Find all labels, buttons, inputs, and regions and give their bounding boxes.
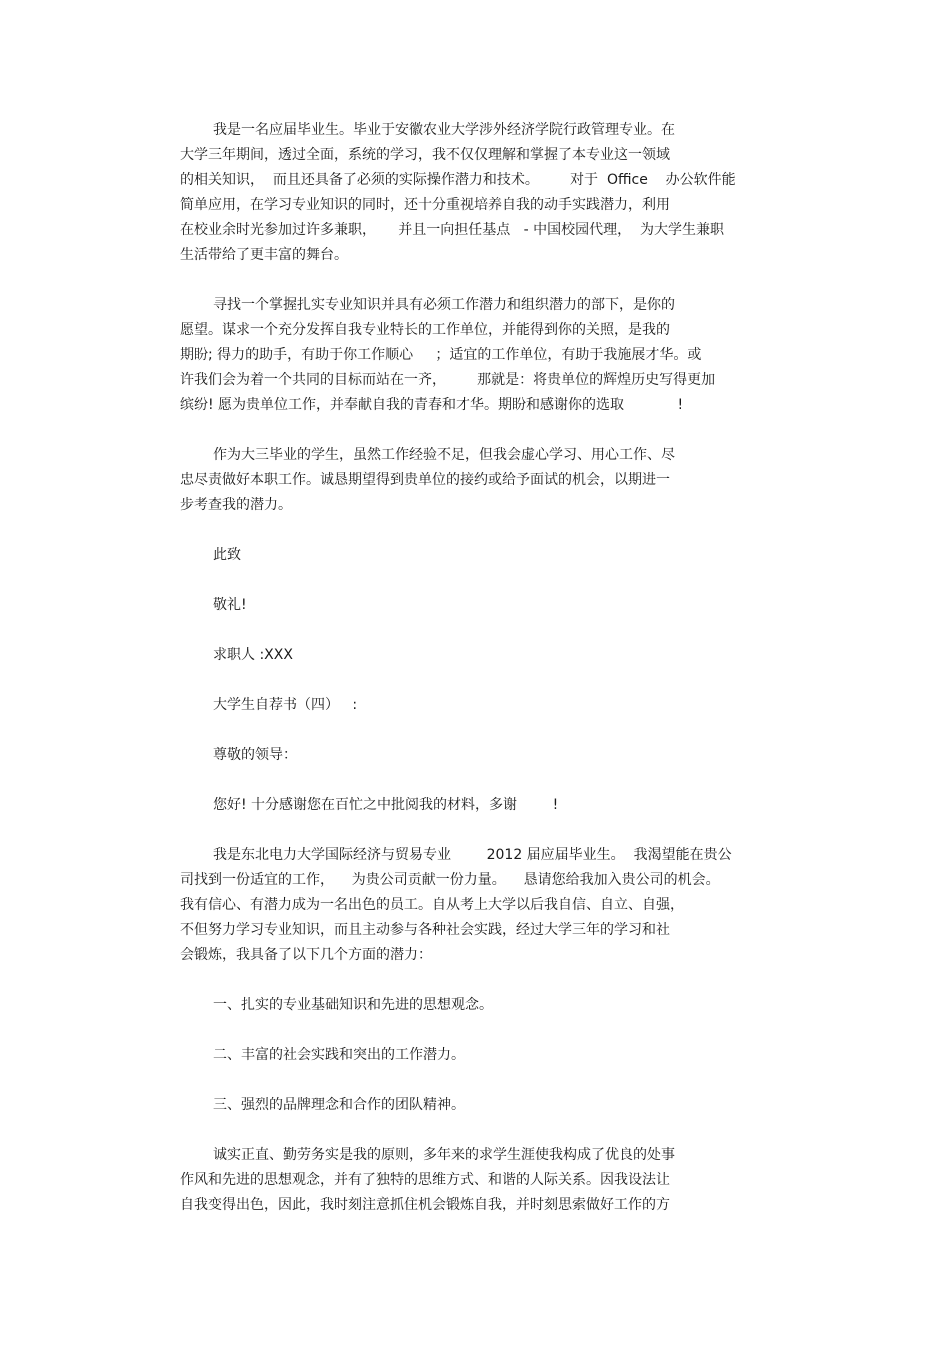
paragraph-1-line-3: 的相关知识， 而且还具备了必须的实际操作潜力和技术。 对于 Office 办公软件能 xyxy=(180,172,736,188)
closing-regards: 敬礼! xyxy=(213,597,247,613)
paragraph-1-line-6: 生活带给了更丰富的舞台。 xyxy=(180,247,348,263)
paragraph-2-line-2: 愿望。谋求一个充分发挥自我专业特长的工作单位，并能得到你的关照，是我的 xyxy=(180,322,670,338)
paragraph-4-line-3: 我有信心、有潜力成为一名出色的员工。自从考上大学以后我自信、自立、自强， xyxy=(180,897,684,913)
applicant-signature: 求职人 :XXX xyxy=(213,647,293,663)
paragraph-4-line-1: 我是东北电力大学国际经济与贸易专业 2012 届应届毕业生。 我渴望能在贵公 xyxy=(213,847,732,863)
closing-salutation: 此致 xyxy=(213,547,241,563)
paragraph-2-line-4: 许我们会为着一个共同的目标而站在一齐， 那就是：将贵单位的辉煌历史写得更加 xyxy=(180,372,716,388)
list-item-1: 一、扎实的专业基础知识和先进的思想观念。 xyxy=(213,997,493,1013)
paragraph-2-line-5: 缤纷! 愿为贵单位工作，并奉献自我的青春和才华。期盼和感谢你的选取 ! xyxy=(180,397,684,413)
paragraph-4-line-5: 会锻炼，我具备了以下几个方面的潜力： xyxy=(180,947,432,963)
section-title: 大学生自荐书（四） : xyxy=(213,697,358,713)
paragraph-5-line-2: 作风和先进的思想观念，并有了独特的思维方式、和谐的人际关系。因我设法让 xyxy=(180,1172,670,1188)
paragraph-1-line-4: 简单应用，在学习专业知识的同时，还十分重视培养自我的动手实践潜力，利用 xyxy=(180,197,670,213)
paragraph-5-line-1: 诚实正直、勤劳务实是我的原则，多年来的求学生涯使我构成了优良的处事 xyxy=(213,1147,675,1163)
paragraph-1-line-1: 我是一名应届毕业生。毕业于安徽农业大学涉外经济学院行政管理专业。在 xyxy=(213,122,675,138)
paragraph-3-line-2: 忠尽责做好本职工作。诚恳期望得到贵单位的接约或给予面试的机会，以期进一 xyxy=(180,472,670,488)
paragraph-2-line-3: 期盼; 得力的助手，有助于你工作顺心 ；适宜的工作单位，有助于我施展才华。或 xyxy=(180,347,702,363)
paragraph-1-line-5: 在校业余时光参加过许多兼职， 并且一向担任基点 - 中国校园代理， 为大学生兼职 xyxy=(180,222,725,238)
list-item-3: 三、强烈的品牌理念和合作的团队精神。 xyxy=(213,1097,465,1113)
paragraph-5-line-3: 自我变得出色，因此，我时刻注意抓住机会锻炼自我，并时刻思索做好工作的方 xyxy=(180,1197,670,1213)
paragraph-2-line-1: 寻找一个掌握扎实专业知识并具有必须工作潜力和组织潜力的部下，是你的 xyxy=(213,297,675,313)
paragraph-1-line-2: 大学三年期间，透过全面，系统的学习，我不仅仅理解和掌握了本专业这一领域 xyxy=(180,147,670,163)
list-item-2: 二、丰富的社会实践和突出的工作潜力。 xyxy=(213,1047,465,1063)
greeting: 尊敬的领导： xyxy=(213,747,297,763)
opening-line: 您好! 十分感谢您在百忙之中批阅我的材料，多谢 ! xyxy=(213,797,559,813)
paragraph-4-line-2: 司找到一份适宜的工作， 为贵公司贡献一份力量。 恳请您给我加入贵公司的机会。 xyxy=(180,872,720,888)
paragraph-3-line-3: 步考查我的潜力。 xyxy=(180,497,292,513)
paragraph-4-line-4: 不但努力学习专业知识，而且主动参与各种社会实践，经过大学三年的学习和社 xyxy=(180,922,670,938)
paragraph-3-line-1: 作为大三毕业的学生，虽然工作经验不足，但我会虚心学习、用心工作、尽 xyxy=(213,447,675,463)
